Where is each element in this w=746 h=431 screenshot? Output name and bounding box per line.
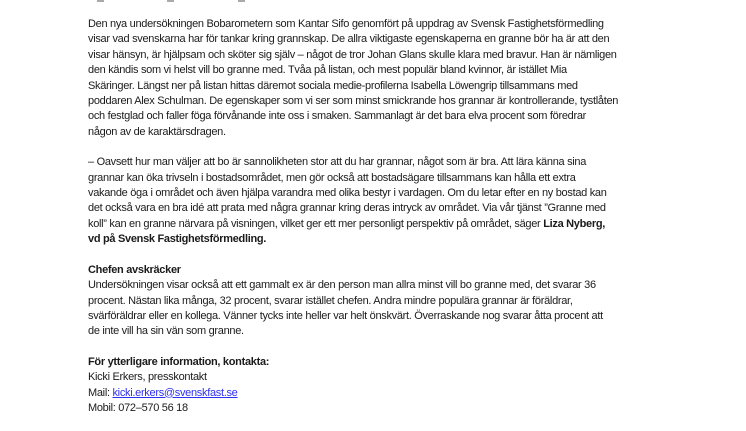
- text-line: procent. Nästan lika många, 32 procent, svarar istället chefen. Andra mindre populära grannar är föräldrar,: [88, 294, 573, 307]
- email-link[interactable]: kicki.erkers@svenskfast.se: [112, 386, 238, 399]
- mail-label: Mail:: [88, 386, 113, 399]
- quote-attribution-title: vd på Svensk Fastighetsförmedling.: [88, 233, 267, 246]
- text-line: den kändis som vi helst vill bo granne med. Tvåa på listan, och mest populär bland kvinnor, är istället Mia: [88, 64, 567, 77]
- cropped-text-remnant: [97, 0, 104, 2]
- text-line: – Oavsett hur man väljer att bo är sannolikheten stor att du har grannar, något som är bra. Att lära känna sina: [88, 156, 587, 169]
- paragraph-quote: [88, 155, 673, 247]
- text-line: visar vad svenskarna har för tankar kring grannskap. De allra viktigaste egenskaperna en granne bör ha är att den: [88, 33, 610, 46]
- text-line: vakande öga i området och även hjälpa varandra med olika bestyr i vardagen. Om du letar efter en ny bostad kan: [88, 187, 607, 200]
- contact-mail-line: [88, 386, 673, 401]
- text-line: visar hänsyn, är hjälpsam och sköter sig själv – något de tror Johan Glans skulle klara med bravur. Han är nämligen: [88, 48, 617, 61]
- contact-heading: För ytterligare information, kontakta:: [88, 355, 270, 368]
- press-release-body: [88, 17, 673, 431]
- text-line: och festglad och faller föga förvånande inte oss i smaken. Sammanlagt är det bara elva procent som föredrar: [88, 110, 587, 123]
- cropped-text-remnant: [167, 0, 174, 2]
- text-line: någon av de karaktärsdragen.: [88, 125, 226, 138]
- text-line: [88, 217, 673, 232]
- text-line: poddaren Alex Schulman. De egenskaper som vi ser som minst smickrande hos grannar är kontrollerande, tystlåten: [88, 95, 619, 108]
- section-chefen: [88, 263, 673, 340]
- text-line: svärföräldrar eller en kollega. Vänner tycks inte heller var helt önskvärt. Överraskande nog svarar åtta procent att: [88, 309, 603, 322]
- text-line: grannar kan öka trivseln i bostadsområdet, men gör också att bostadsägare tillsammans kan hålla ett extra: [88, 171, 576, 184]
- paragraph-intro: [88, 17, 673, 140]
- text-line: det också vara en bra idé att prata med några grannar kring deras intryck av området. Via vår tjänst ”Granne med: [88, 202, 606, 215]
- cropped-text-remnant: [238, 0, 245, 2]
- contact-block: [88, 355, 673, 417]
- text-line: Skäringer. Längst ner på listan hittas däremot sociala medie-profilerna Isabella Löwengrip tillsammans med: [88, 79, 578, 92]
- text-line: Undersökningen visar också att ett gammalt ex är den person man allra minst vill bo granne med, det svarar 36: [88, 279, 596, 292]
- text-line: de inte vill ha sin vän som granne.: [88, 325, 244, 338]
- quote-attribution-name: Liza Nyberg,: [543, 217, 605, 230]
- quote-text: koll” kan en granne närvara på visningen, vilket ger ett mer personligt perspektiv på området, säger: [88, 217, 544, 230]
- contact-mobile-line: Mobil: 072–570 56 18: [88, 401, 188, 414]
- text-line: Den nya undersökningen Bobarometern som Kantar Sifo genomfört på uppdrag av Svensk Fastighetsförmedling: [88, 18, 604, 30]
- contact-name: Kicki Erkers, presskontakt: [88, 371, 207, 384]
- section-heading: Chefen avskräcker: [88, 263, 181, 276]
